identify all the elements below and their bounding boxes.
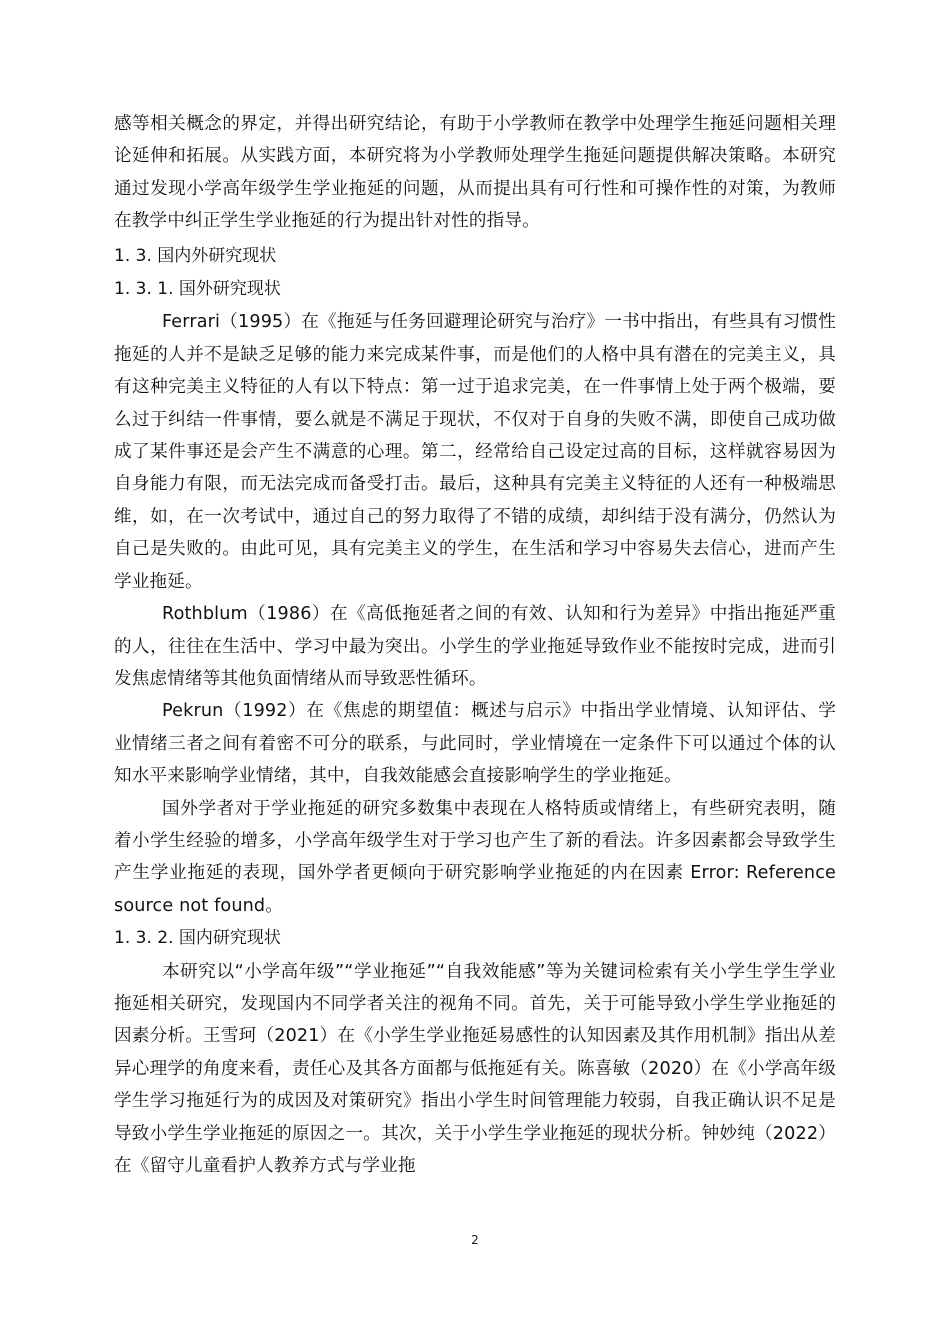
body-paragraph: Ferrari（1995）在《拖延与任务回避理论研究与治疗》一书中指出，有些具有习惯性拖延的人并不是缺乏足够的能力来完成某件事，而是他们的人格中具有潜在的完美主义，具有这种完美主义特征的人有以下特点：第一过于追求完美，在一件事情上处于两个极端，要么过于纠结一件事情，要么就是不满足于现状，不仅对于自身的失败不满，即使自己成功做成了某件事还是会产生不满意的心理。第二，经常给自己设定过高的目标，这样就容易因为自身能力有限，而无法完成而备受打击。最后，这种具有完美主义特征的人还有一种极端思维，如，在一次考试中，通过自己的努力取得了不错的成绩，却纠结于没有满分，仍然认为自己是失败的。由此可见，具有完美主义的学生，在生活和学习中容易失去信心，进而产生学业拖延。: [114, 312, 836, 592]
body-paragraph: 本研究以“小学高年级”“学业拖延”“自我效能感”等为关键词检索有关小学生学生学业拖延相关研究，发现国内不同学者关注的视角不同。首先，关于可能导致小学生学业拖延的因素分析。王雪珂（2021）在《小学生学业拖延易感性的认知因素及其作用机制》指出从差异心理学的角度来看，责任心及其各方面都与低拖延有关。陈喜敏（2020）在《小学高年级学生学习拖延行为的成因及对策研究》指出小学生时间管理能力较弱，自我正确认识不足是导致小学生学业拖延的原因之一。其次，关于小学生学业拖延的现状分析。钟妙纯（2022）在《留守儿童看护人教养方式与学业拖: [114, 961, 836, 1176]
body-paragraph: Rothblum（1986）在《高低拖延者之间的有效、认知和行为差异》中指出拖延严重的人，往往在生活中、学习中最为突出。小学生的学业拖延导致作业不能按时完成，进而引发焦虑情绪等其他负面情绪从而导致恶性循环。: [114, 604, 836, 689]
section-heading-1-3-2: 1. 3. 2. 国内研究现状: [114, 928, 281, 949]
page-body: [114, 108, 836, 1182]
body-paragraph: 感等相关概念的界定，并得出研究结论，有助于小学教师在教学中处理学生拖延问题相关理论延伸和拓展。从实践方面，本研究将为小学教师处理学生拖延问题提供解决策略。本研究通过发现小学高年级学生学业拖延的问题，从而提出具有可行性和可操作性的对策，为教师在教学中纠正学生学业拖延的行为提出针对性的指导。: [114, 114, 836, 232]
section-heading-1-3: 1. 3. 国内外研究现状: [114, 245, 277, 266]
page-number: 2: [471, 1233, 479, 1247]
body-paragraph: Pekrun（1992）在《焦虑的期望值：概述与启示》中指出学业情境、认知评估、学业情绪三者之间有着密不可分的联系，与此同时，学业情境在一定条件下可以通过个体的认知水平来影响学业情绪，其中，自我效能感会直接影响学生的学业拖延。: [114, 701, 836, 787]
section-heading-1-3-1: 1. 3. 1. 国外研究现状: [114, 279, 281, 300]
body-paragraph: 国外学者对于学业拖延的研究多数集中表现在人格特质或情绪上，有些研究表明，随着小学生经验的增多，小学高年级学生对于学习也产生了新的看法。许多因素都会导致学生产生学业拖延的表现，国外学者更倾向于研究影响学业拖延的内在因素 Error: Reference source not found。: [114, 798, 836, 916]
